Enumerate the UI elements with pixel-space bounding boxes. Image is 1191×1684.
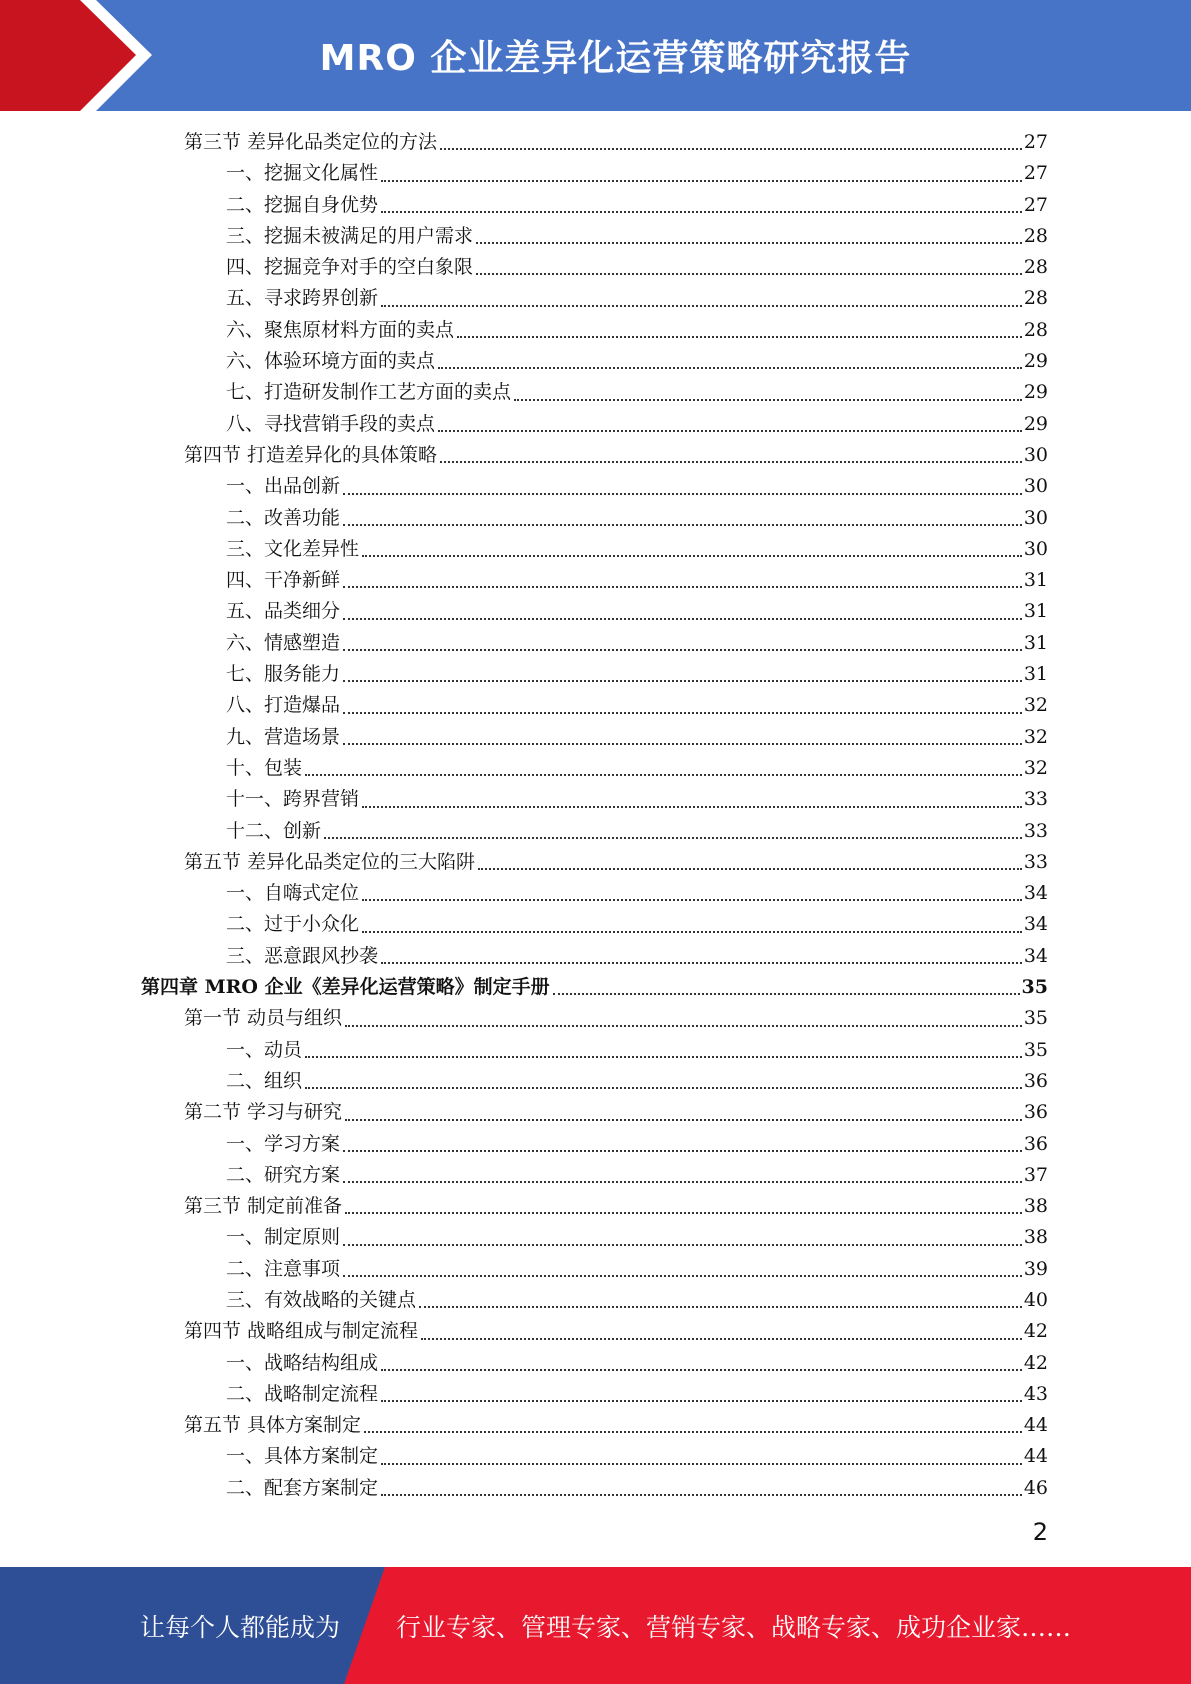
toc-subsection-entry[interactable] xyxy=(0,1254,1191,1285)
toc-subsection-entry[interactable] xyxy=(0,816,1191,847)
toc-dot-leader xyxy=(362,554,1022,557)
toc-dot-leader xyxy=(476,272,1022,275)
toc-dot-leader xyxy=(343,585,1022,588)
toc-dot-leader xyxy=(457,335,1022,338)
toc-subsection-entry[interactable] xyxy=(0,753,1191,784)
toc-entry-page: 40 xyxy=(1023,1288,1048,1311)
toc-entry-label: 二、改善功能 xyxy=(226,506,341,529)
toc-entry-label: 七、服务能力 xyxy=(226,663,341,686)
toc-entry-page: 42 xyxy=(1023,1320,1048,1343)
page-footer xyxy=(0,1567,1191,1684)
toc-subsection-entry[interactable] xyxy=(0,346,1191,377)
toc-entry-label: 十二、创新 xyxy=(226,819,322,842)
toc-entry-page: 31 xyxy=(1023,600,1048,623)
toc-entry-label: 一、动员 xyxy=(226,1038,303,1061)
toc-section-entry[interactable] xyxy=(0,1316,1191,1347)
toc-entry-label: 一、制定原则 xyxy=(226,1226,341,1249)
toc-subsection-entry[interactable] xyxy=(0,784,1191,815)
toc-entry-page: 30 xyxy=(1023,443,1048,466)
toc-entry-page: 31 xyxy=(1023,631,1048,654)
toc-subsection-entry[interactable] xyxy=(0,878,1191,909)
toc-entry-label: 四、干净新鲜 xyxy=(226,569,341,592)
toc-entry-page: 36 xyxy=(1023,1101,1048,1124)
toc-dot-leader xyxy=(362,898,1022,901)
toc-dot-leader xyxy=(345,1118,1022,1121)
toc-entry-page: 39 xyxy=(1023,1257,1048,1280)
toc-dot-leader xyxy=(476,241,1022,244)
toc-section-entry[interactable] xyxy=(0,1410,1191,1441)
toc-entry-page: 31 xyxy=(1023,569,1048,592)
toc-subsection-entry[interactable] xyxy=(0,315,1191,346)
toc-entry-label: 二、挖掘自身优势 xyxy=(226,193,379,216)
toc-dot-leader xyxy=(343,1243,1022,1246)
toc-entry-label: 二、研究方案 xyxy=(226,1163,341,1186)
toc-subsection-entry[interactable] xyxy=(0,1222,1191,1253)
toc-dot-leader xyxy=(381,210,1022,213)
toc-entry-page: 35 xyxy=(1021,976,1048,999)
toc-entry-label: 五、寻求跨界创新 xyxy=(226,287,379,310)
toc-dot-leader xyxy=(345,1024,1022,1027)
toc-entry-page: 30 xyxy=(1023,506,1048,529)
toc-dot-leader xyxy=(362,930,1022,933)
toc-entry-label: 六、情感塑造 xyxy=(226,631,341,654)
page-header xyxy=(0,0,1191,111)
toc-entry-page: 35 xyxy=(1023,1007,1048,1030)
toc-section-entry[interactable] xyxy=(0,127,1191,158)
toc-subsection-entry[interactable] xyxy=(0,909,1191,940)
toc-entry-label: 八、打造爆品 xyxy=(226,694,341,717)
toc-entry-page: 29 xyxy=(1023,350,1048,373)
toc-entry-page: 28 xyxy=(1023,256,1048,279)
toc-subsection-entry[interactable] xyxy=(0,158,1191,189)
toc-entry-page: 33 xyxy=(1023,788,1048,811)
toc-dot-leader xyxy=(381,961,1022,964)
toc-subsection-entry[interactable] xyxy=(0,659,1191,690)
toc-subsection-entry[interactable] xyxy=(0,1066,1191,1097)
toc-entry-label: 一、战略结构组成 xyxy=(226,1351,379,1374)
toc-dot-leader xyxy=(419,1305,1022,1308)
toc-subsection-entry[interactable] xyxy=(0,409,1191,440)
toc-subsection-entry[interactable] xyxy=(0,471,1191,502)
toc-dot-leader xyxy=(381,1462,1022,1465)
toc-dot-leader xyxy=(345,1211,1022,1214)
toc-dot-leader xyxy=(343,492,1022,495)
toc-entry-page: 33 xyxy=(1023,850,1048,873)
toc-dot-leader xyxy=(438,429,1022,432)
toc-entry-label: 八、寻找营销手段的卖点 xyxy=(226,412,436,435)
toc-entry-page: 44 xyxy=(1023,1445,1048,1468)
toc-section-entry[interactable] xyxy=(0,1003,1191,1034)
toc-entry-page: 27 xyxy=(1023,193,1048,216)
toc-dot-leader xyxy=(478,867,1022,870)
toc-entry-page: 34 xyxy=(1023,882,1048,905)
toc-subsection-entry[interactable] xyxy=(0,534,1191,565)
toc-dot-leader xyxy=(440,147,1022,150)
toc-subsection-entry[interactable] xyxy=(0,221,1191,252)
toc-entry-label: 第五节 具体方案制定 xyxy=(184,1414,362,1437)
toc-subsection-entry[interactable] xyxy=(0,1285,1191,1316)
toc-subsection-entry[interactable] xyxy=(0,941,1191,972)
toc-entry-label: 二、注意事项 xyxy=(226,1257,341,1280)
toc-entry-page: 30 xyxy=(1023,537,1048,560)
toc-dot-leader xyxy=(343,523,1022,526)
toc-section-entry[interactable] xyxy=(0,1097,1191,1128)
toc-entry-page: 34 xyxy=(1023,944,1048,967)
toc-subsection-entry[interactable] xyxy=(0,565,1191,596)
toc-entry-label: 第二节 学习与研究 xyxy=(184,1101,343,1124)
toc-entry-page: 43 xyxy=(1023,1382,1048,1405)
toc-entry-label: 二、过于小众化 xyxy=(226,913,360,936)
toc-entry-label: 十、包装 xyxy=(226,756,303,779)
toc-subsection-entry[interactable] xyxy=(0,252,1191,283)
toc-entry-label: 三、恶意跟风抄袭 xyxy=(226,944,379,967)
toc-dot-leader xyxy=(343,1180,1022,1183)
toc-dot-leader xyxy=(343,617,1022,620)
toc-dot-leader xyxy=(305,773,1022,776)
footer-slogan-left: 让每个人都能成为 xyxy=(140,1612,341,1642)
toc-subsection-entry[interactable] xyxy=(0,628,1191,659)
toc-entry-label: 三、有效战略的关键点 xyxy=(226,1288,417,1311)
toc-entry-page: 28 xyxy=(1023,287,1048,310)
toc-entry-page: 34 xyxy=(1023,913,1048,936)
toc-entry-label: 四、挖掘竞争对手的空白象限 xyxy=(226,256,474,279)
toc-dot-leader xyxy=(514,398,1022,401)
toc-subsection-entry[interactable] xyxy=(0,1035,1191,1066)
toc-entry-label: 第四节 战略组成与制定流程 xyxy=(184,1320,419,1343)
toc-entry-page: 46 xyxy=(1023,1476,1048,1499)
toc-entry-page: 27 xyxy=(1023,131,1048,153)
toc-subsection-entry[interactable] xyxy=(0,1348,1191,1379)
toc-entry-label: 第四节 打造差异化的具体策略 xyxy=(184,443,438,466)
toc-entry-label: 六、体验环境方面的卖点 xyxy=(226,350,436,373)
toc-entry-page: 29 xyxy=(1023,412,1048,435)
document-title: MRO 企业差异化运营策略研究报告 xyxy=(319,38,912,79)
toc-entry-page: 37 xyxy=(1023,1163,1048,1186)
toc-dot-leader xyxy=(421,1337,1022,1340)
toc-subsection-entry[interactable] xyxy=(0,377,1191,408)
toc-section-entry[interactable] xyxy=(0,1191,1191,1222)
toc-dot-leader xyxy=(364,1430,1022,1433)
toc-entry-label: 一、自嗨式定位 xyxy=(226,882,360,905)
toc-dot-leader xyxy=(381,1493,1022,1496)
toc-entry-label: 三、文化差异性 xyxy=(226,537,360,560)
toc-entry-page: 42 xyxy=(1023,1351,1048,1374)
toc-subsection-entry[interactable] xyxy=(0,283,1191,314)
toc-dot-leader xyxy=(381,1368,1022,1371)
toc-entry-page: 36 xyxy=(1023,1069,1048,1092)
toc-entry-label: 二、配套方案制定 xyxy=(226,1476,379,1499)
toc-entry-label: 二、战略制定流程 xyxy=(226,1382,379,1405)
toc-dot-leader xyxy=(343,711,1022,714)
toc-entry-label: 一、具体方案制定 xyxy=(226,1445,379,1468)
toc-subsection-entry[interactable] xyxy=(0,190,1191,221)
toc-dot-leader xyxy=(343,648,1022,651)
toc-dot-leader xyxy=(362,805,1022,808)
toc-dot-leader xyxy=(381,179,1022,182)
toc-subsection-entry[interactable] xyxy=(0,722,1191,753)
toc-entry-label: 第五节 差异化品类定位的三大陷阱 xyxy=(184,850,476,873)
toc-entry-label: 第三节 差异化品类定位的方法 xyxy=(184,131,438,153)
toc-entry-label: 三、挖掘未被满足的用户需求 xyxy=(226,224,474,247)
toc-subsection-entry[interactable] xyxy=(0,690,1191,721)
table-of-contents xyxy=(0,127,1191,1504)
toc-entry-page: 38 xyxy=(1023,1226,1048,1249)
toc-subsection-entry[interactable] xyxy=(0,1160,1191,1191)
toc-subsection-entry[interactable] xyxy=(0,1379,1191,1410)
toc-entry-label: 九、营造场景 xyxy=(226,725,341,748)
toc-entry-label: 十一、跨界营销 xyxy=(226,788,360,811)
toc-entry-page: 32 xyxy=(1023,694,1048,717)
toc-entry-page: 28 xyxy=(1023,224,1048,247)
toc-entry-page: 30 xyxy=(1023,475,1048,498)
toc-dot-leader xyxy=(381,1399,1022,1402)
toc-entry-label: 一、学习方案 xyxy=(226,1132,341,1155)
toc-entry-label: 第一节 动员与组织 xyxy=(184,1007,343,1030)
toc-dot-leader xyxy=(343,679,1022,682)
toc-dot-leader xyxy=(343,1149,1022,1152)
toc-entry-page: 32 xyxy=(1023,756,1048,779)
toc-entry-label: 六、聚焦原材料方面的卖点 xyxy=(226,318,455,341)
toc-entry-page: 35 xyxy=(1023,1038,1048,1061)
toc-entry-page: 38 xyxy=(1023,1195,1048,1218)
toc-subsection-entry[interactable] xyxy=(0,1129,1191,1160)
toc-dot-leader xyxy=(438,366,1022,369)
toc-entry-label: 七、打造研发制作工艺方面的卖点 xyxy=(226,381,512,404)
toc-entry-page: 36 xyxy=(1023,1132,1048,1155)
toc-entry-page: 31 xyxy=(1023,663,1048,686)
toc-subsection-entry[interactable] xyxy=(0,503,1191,534)
toc-dot-leader xyxy=(305,1086,1022,1089)
toc-dot-leader xyxy=(553,992,1020,995)
toc-entry-label: 二、组织 xyxy=(226,1069,303,1092)
toc-dot-leader xyxy=(324,836,1022,839)
toc-dot-leader xyxy=(381,304,1022,307)
toc-dot-leader xyxy=(343,742,1022,745)
toc-subsection-entry[interactable] xyxy=(0,1441,1191,1472)
toc-entry-label: 一、挖掘文化属性 xyxy=(226,162,379,185)
page-number: 2 xyxy=(1032,1518,1048,1546)
toc-entry-page: 32 xyxy=(1023,725,1048,748)
toc-entry-page: 44 xyxy=(1023,1414,1048,1437)
toc-subsection-entry[interactable] xyxy=(0,1473,1191,1504)
toc-entry-label: 第四章 MRO 企业《差异化运营策略》制定手册 xyxy=(141,976,550,999)
footer-slogan-right: 行业专家、管理专家、营销专家、战略专家、成功企业家…… xyxy=(396,1612,1072,1642)
toc-subsection-entry[interactable] xyxy=(0,596,1191,627)
toc-entry-page: 33 xyxy=(1023,819,1048,842)
toc-section-entry[interactable] xyxy=(0,440,1191,471)
toc-entry-label: 五、品类细分 xyxy=(226,600,341,623)
toc-entry-label: 一、出品创新 xyxy=(226,475,341,498)
toc-chapter-entry[interactable] xyxy=(0,972,1191,1003)
toc-section-entry[interactable] xyxy=(0,847,1191,878)
toc-entry-page: 28 xyxy=(1023,318,1048,341)
toc-dot-leader xyxy=(305,1055,1022,1058)
toc-dot-leader xyxy=(440,460,1022,463)
toc-dot-leader xyxy=(343,1274,1022,1277)
toc-entry-page: 27 xyxy=(1023,162,1048,185)
toc-entry-page: 29 xyxy=(1023,381,1048,404)
toc-entry-label: 第三节 制定前准备 xyxy=(184,1195,343,1218)
